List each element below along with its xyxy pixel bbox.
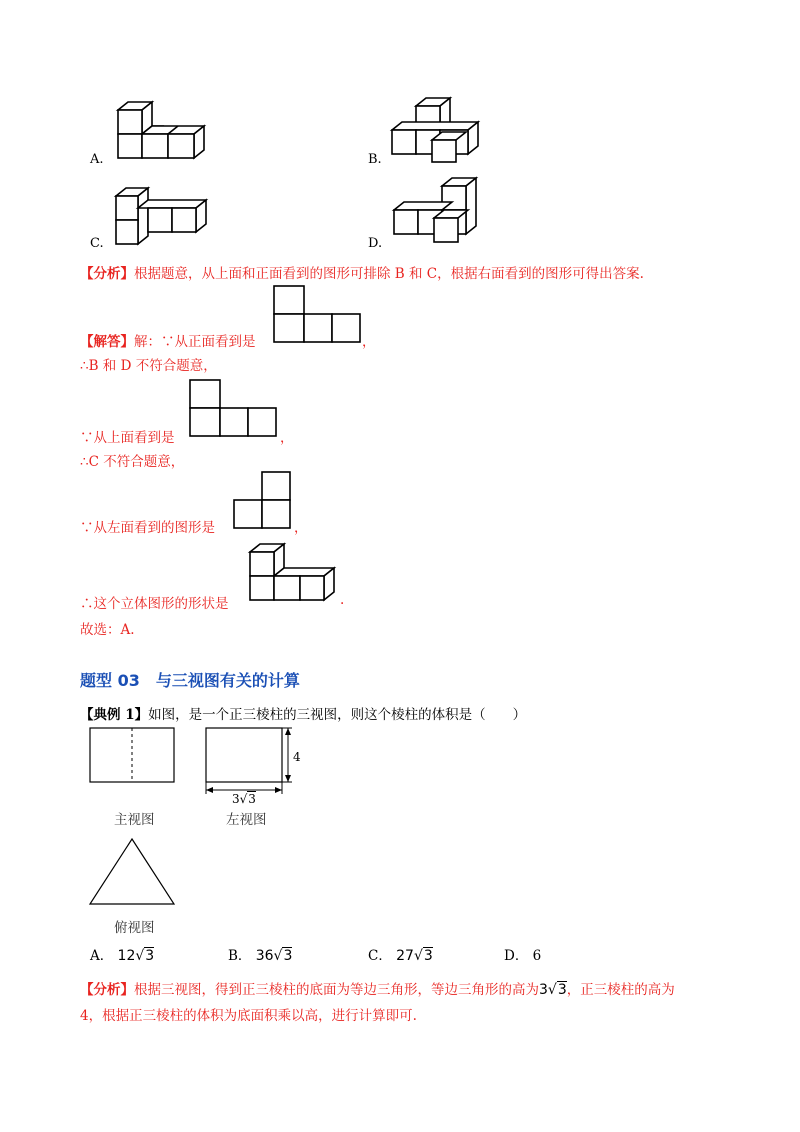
analysis-2-rad: 3 [557, 982, 567, 998]
option-b-figure [388, 94, 488, 166]
front-view-drawing [88, 726, 180, 786]
analysis-2-sqrt: √3 [547, 982, 567, 998]
choice-a-letter: A． [90, 948, 114, 964]
width-label [232, 792, 256, 806]
analysis-text: 根据题意，从上面和正面看到的图形可排除 B 和 C，根据右面看到的图形可得出答案. [134, 266, 644, 282]
top-view-caption: 俯视图 [114, 920, 155, 936]
option-d-label: D. [368, 236, 383, 251]
choice-c-letter: C． [368, 948, 392, 964]
solution-comma-1: ， [362, 334, 376, 350]
choice-b-value [256, 948, 293, 964]
choice-c[interactable] [368, 944, 433, 964]
choice-c-coef: 27 [396, 948, 414, 964]
choice-c-sqrt: √3 [413, 948, 433, 964]
solution-tag: 【解答】 [80, 334, 134, 350]
analysis-2-tag: 【分析】 [80, 982, 134, 998]
front-view-caption: 主视图 [114, 812, 155, 828]
choice-b[interactable] [228, 944, 292, 964]
left-view-caption: 左视图 [226, 812, 267, 828]
solution-line-2: ∴B 和 D 不符合题意， [80, 358, 217, 374]
width-sqrt: √3 [239, 792, 256, 806]
solution-line-3: ∵从上面看到是 [80, 430, 175, 446]
front-view-figure [272, 284, 364, 344]
choice-b-letter: B． [228, 948, 252, 964]
analysis-2-text-1: 根据三视图，得到正三棱柱的底面为等边三角形，等边三角形的高为 [134, 982, 539, 998]
analysis-2-line-2: 4，根据正三棱柱的体积为底面积乘以高，进行计算即可. [80, 1008, 417, 1024]
solution-comma-3: ， [294, 520, 308, 536]
top-view-drawing [88, 836, 178, 908]
example-tag: 【典例 1】 [80, 707, 149, 723]
solution-line-7: 故选：A. [80, 622, 135, 638]
width-rad: 3 [248, 792, 256, 806]
choice-a-sqrt: √3 [135, 948, 155, 964]
section-title: 题型 03 与三视图有关的计算 [80, 671, 300, 690]
top-view-figure [188, 378, 280, 438]
choice-c-rad: 3 [423, 948, 433, 964]
choice-b-sqrt: √3 [273, 948, 293, 964]
option-a-label: A. [90, 152, 104, 167]
choice-a-rad: 3 [145, 948, 155, 964]
option-a-figure [110, 100, 210, 165]
height-label: 4 [293, 750, 301, 764]
solution-comma-2: ， [280, 430, 294, 446]
solution-line-6: ∴这个立体图形的形状是 [80, 596, 229, 612]
option-c-figure [110, 186, 210, 246]
analysis-2-value [539, 982, 567, 998]
option-c-label: C. [90, 236, 104, 251]
analysis-1 [80, 262, 644, 282]
choice-b-coef: 36 [255, 948, 274, 964]
choice-d[interactable] [504, 944, 541, 964]
analysis-tag: 【分析】 [80, 266, 134, 282]
analysis-2-coef: 3 [539, 982, 548, 998]
solution-text-1: 解：∵从正面看到是 [134, 334, 256, 350]
example-question [80, 703, 526, 723]
solution-period: . [340, 592, 345, 608]
choice-c-value [396, 948, 433, 964]
solution-line-4: ∴C 不符合题意， [80, 454, 185, 470]
example-text: 如图，是一个正三棱柱的三视图，则这个棱柱的体积是（ ） [148, 707, 527, 723]
choice-a[interactable] [90, 944, 154, 964]
choice-a-coef: 12 [117, 948, 136, 964]
solution-line-5: ∵从左面看到的图形是 [80, 520, 215, 536]
choice-d-letter: D． [504, 948, 529, 964]
analysis-2-line-1 [80, 978, 675, 998]
left-view-figure [232, 470, 296, 532]
solid-figure [244, 540, 344, 606]
choice-a-value [118, 948, 155, 964]
choice-d-value: 6 [532, 948, 542, 964]
width-coef: 3 [232, 792, 240, 806]
choice-b-rad: 3 [283, 948, 293, 964]
option-d-figure [390, 176, 490, 246]
solution-line-1 [80, 330, 256, 350]
analysis-2-text-2: ，正三棱柱的高为 [566, 982, 675, 998]
option-b-label: B. [368, 152, 382, 167]
